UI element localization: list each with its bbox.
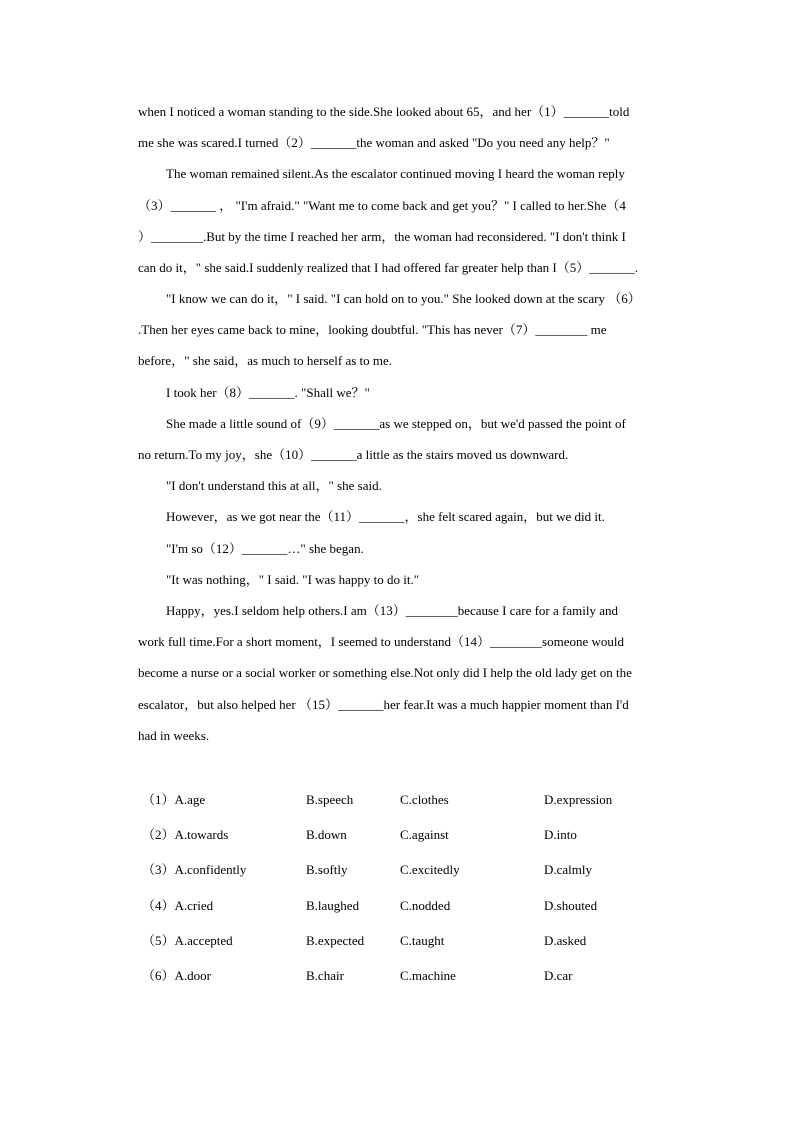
- passage-line: "I'm so（12）_______…" she began.: [166, 541, 364, 556]
- option-b: B.down: [306, 827, 347, 842]
- passage-line: before，" she said，as much to herself as to me.: [138, 353, 393, 368]
- passage-line: Happy，yes.I seldom help others.I am（13）________because I care for a family and: [166, 603, 618, 618]
- option-c: C.against: [400, 827, 449, 842]
- option-a: （3）A.confidently: [142, 862, 247, 877]
- passage-line: no return.To my joy，she（10）_______a little as the stairs moved us downward.: [138, 447, 569, 462]
- passage-line: （3）_______ ， "I'm afraid." "Want me to come back and get you？" I called to her.She（4: [138, 198, 626, 213]
- passage-line: "It was nothing，" I said. "I was happy to do it.": [166, 572, 420, 587]
- passage-line: can do it，" she said.I suddenly realized that I had offered far greater help than I（5）_______.: [138, 260, 638, 275]
- option-d: D.car: [544, 968, 573, 983]
- passage-line: become a nurse or a social worker or something else.Not only did I help the old lady get on the: [138, 665, 632, 680]
- question-row: [138, 827, 674, 843]
- option-b: B.softly: [306, 862, 348, 877]
- option-a: （5）A.accepted: [142, 933, 233, 948]
- option-c: C.nodded: [400, 898, 451, 913]
- passage-line: .Then her eyes came back to mine，looking doubtful. "This has never（7）________ me: [138, 322, 607, 337]
- question-row: [138, 862, 674, 878]
- option-b: B.expected: [306, 933, 365, 948]
- option-d: D.calmly: [544, 862, 593, 877]
- option-c: C.excitedly: [400, 862, 460, 877]
- passage-line: me she was scared.I turned（2）_______the woman and asked "Do you need any help？": [138, 135, 610, 150]
- passage-line: when I noticed a woman standing to the side.She looked about 65，and her（1）_______told: [138, 104, 630, 119]
- option-b: B.chair: [306, 968, 344, 983]
- passage-line: "I know we can do it，" I said. "I can hold on to you." She looked down at the scary （6）: [166, 291, 641, 306]
- question-row: [138, 933, 674, 949]
- passage-line: I took her（8）_______. "Shall we？": [166, 385, 370, 400]
- option-d: D.expression: [544, 792, 613, 807]
- question-row: [138, 968, 674, 984]
- passage-line: "I don't understand this at all，" she said.: [166, 478, 382, 493]
- question-row: [138, 898, 674, 914]
- option-d: D.asked: [544, 933, 587, 948]
- option-d: D.shouted: [544, 898, 598, 913]
- option-a: （6）A.door: [142, 968, 211, 983]
- passage-line: had in weeks.: [138, 728, 210, 743]
- option-c: C.machine: [400, 968, 456, 983]
- option-c: C.taught: [400, 933, 445, 948]
- passage-line: ）________.But by the time I reached her arm，the woman had reconsidered. "I don't think I: [138, 229, 626, 244]
- question-row: [138, 792, 674, 808]
- option-c: C.clothes: [400, 792, 449, 807]
- passage-line: work full time.For a short moment，I seemed to understand（14）________someone would: [138, 634, 624, 649]
- passage-line: She made a little sound of（9）_______as we stepped on，but we'd passed the point of: [166, 416, 626, 431]
- option-a: （4）A.cried: [142, 898, 214, 913]
- option-a: （2）A.towards: [142, 827, 229, 842]
- passage-line: However，as we got near the（11）_______，she felt scared again，but we did it.: [166, 509, 605, 524]
- option-b: B.speech: [306, 792, 354, 807]
- option-a: （1）A.age: [142, 792, 206, 807]
- option-d: D.into: [544, 827, 577, 842]
- passage-line: The woman remained silent.As the escalator continued moving I heard the woman reply: [166, 166, 625, 181]
- option-b: B.laughed: [306, 898, 360, 913]
- passage-line: escalator，but also helped her （15）_______her fear.It was a much happier moment than I'd: [138, 697, 629, 712]
